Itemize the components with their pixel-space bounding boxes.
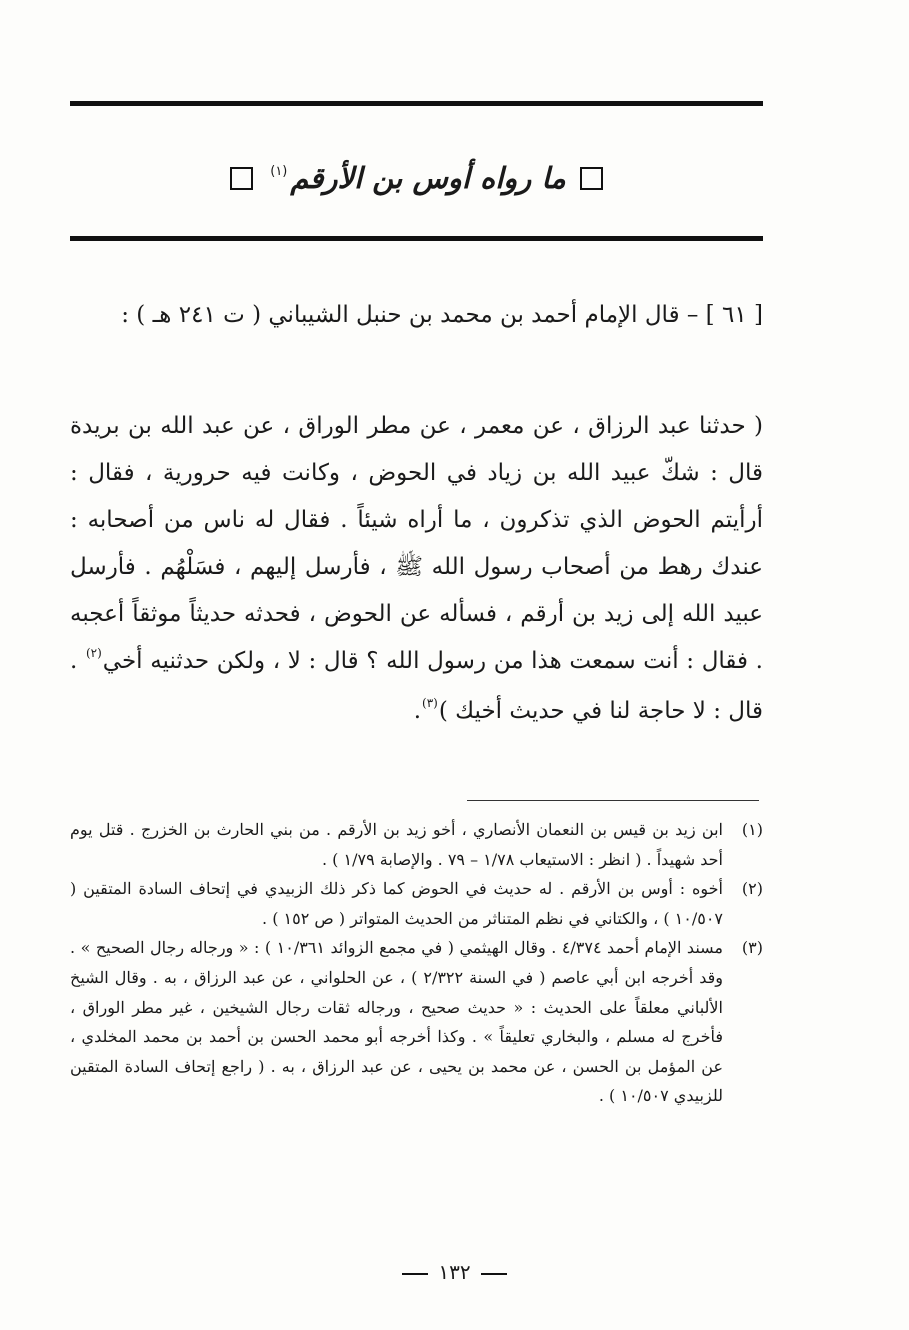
top-rule [70,101,763,106]
footnote-text: أخوه : أوس بن الأرقم . له حديث في الحوض كما ذكر ذلك الزبيدي في إتحاف السادة المتقين ( ١٠/٥٠٧ ) ، والكتاني في نظم المتناثر من الحديث المتواتر ( ص ١٥٢ ) . [70,879,723,928]
footnotes [70,815,763,1111]
hadith-final-stop: . [413,698,422,724]
hadith-text [70,403,763,738]
footnote-number: (١) [741,820,763,839]
page-number-dash-right [481,1273,507,1275]
footnote-2 [70,874,763,933]
footnote-ref-3[interactable]: (٣) [422,696,438,710]
footnote-ref-2[interactable]: (٢) [85,646,102,660]
footnote-separator [467,800,759,801]
hadith-text-end: . قال : لا حاجة لنا في حديث أخيك ) [70,648,763,724]
title-footnote-ref[interactable]: (١) [270,164,288,179]
hadith-text-main: ( حدثنا عبد الرزاق ، عن معمر ، عن مطر الوراق ، عن عبد الله بن بريدة قال : شكّ عبيد الله بن زياد في الحوض ، وكانت فيه حرورية ، فقال : أرأيتم الحوض الذي تذكرون ، ما أراه شيئاً . فقال له ناس من أصحابه : عندك رهط من أصحاب رسول الله ﷺ ، فأرسل إليهم ، فسَلْهُم . فأرسل عبيد الله إلى زيد بن أرقم ، فسأله عن الحوض ، فحدثه حديثاً موثقاً أعجبه . فقال : أنت سمعت هذا من رسول الله ؟ قال : لا ، ولكن حدثنيه أخي [70,413,763,674]
footnote-text: مسند الإمام أحمد ٤/٣٧٤ . وقال الهيثمي ( في مجمع الزوائد ١٠/٣٦١ ) : « ورجاله رجال الصحيح » . وقد أخرجه ابن أبي عاصم ( في السنة ٢/٣٢٢ ) ، عن الحلواني ، عن عبد الرزاق ، به . وقال الشيخ الألباني معلقاً على الحديث : « حديث صحيح ، ورجاله ثقات رجال الشيخين ، غير مطر الوراق ، فأخرج له مسلم ، والبخاري تعليقاً » . وكذا أخرجه أبو محمد الحسن بن أحمد بن محمد المخلدي ، عن المؤمل بن الحسن ، عن محمد بن يحيى ، عن عبد الرزاق ، به . ( راجع إتحاف السادة المتقين للزبيدي ١٠/٥٠٧ ) . [70,938,724,1106]
title-box-right-ornament [580,167,603,190]
footnote-number: (٢) [741,879,763,899]
bottom-rule [70,236,763,241]
page-number-text: ١٣٢ [438,1260,471,1284]
page-number-dash-left [402,1273,428,1275]
chapter-title-text: ما رواه أوس بن الأرقم [290,161,566,195]
footnote-3 [70,933,763,1111]
footnote-number: (٣) [741,938,763,958]
footnote-text: ابن زيد بن قيس بن النعمان الأنصاري ، أخو زيد بن الأرقم . من بني الحارث بن الخزرج . قتل يوم أحد شهيداً . ( انظر : الاستيعاب ١/٧٨ – ٧٩ . والإصابة ١/٧٩ ) . [70,820,723,869]
chapter-title [70,150,763,206]
page-number [0,1260,909,1284]
footnote-1 [70,815,763,874]
title-box-left-ornament [230,167,253,190]
hadith-intro: [ ٦١ ] – قال الإمام أحمد بن محمد بن حنبل الشيباني ( ت ٢٤١ هـ ) : [121,302,763,328]
